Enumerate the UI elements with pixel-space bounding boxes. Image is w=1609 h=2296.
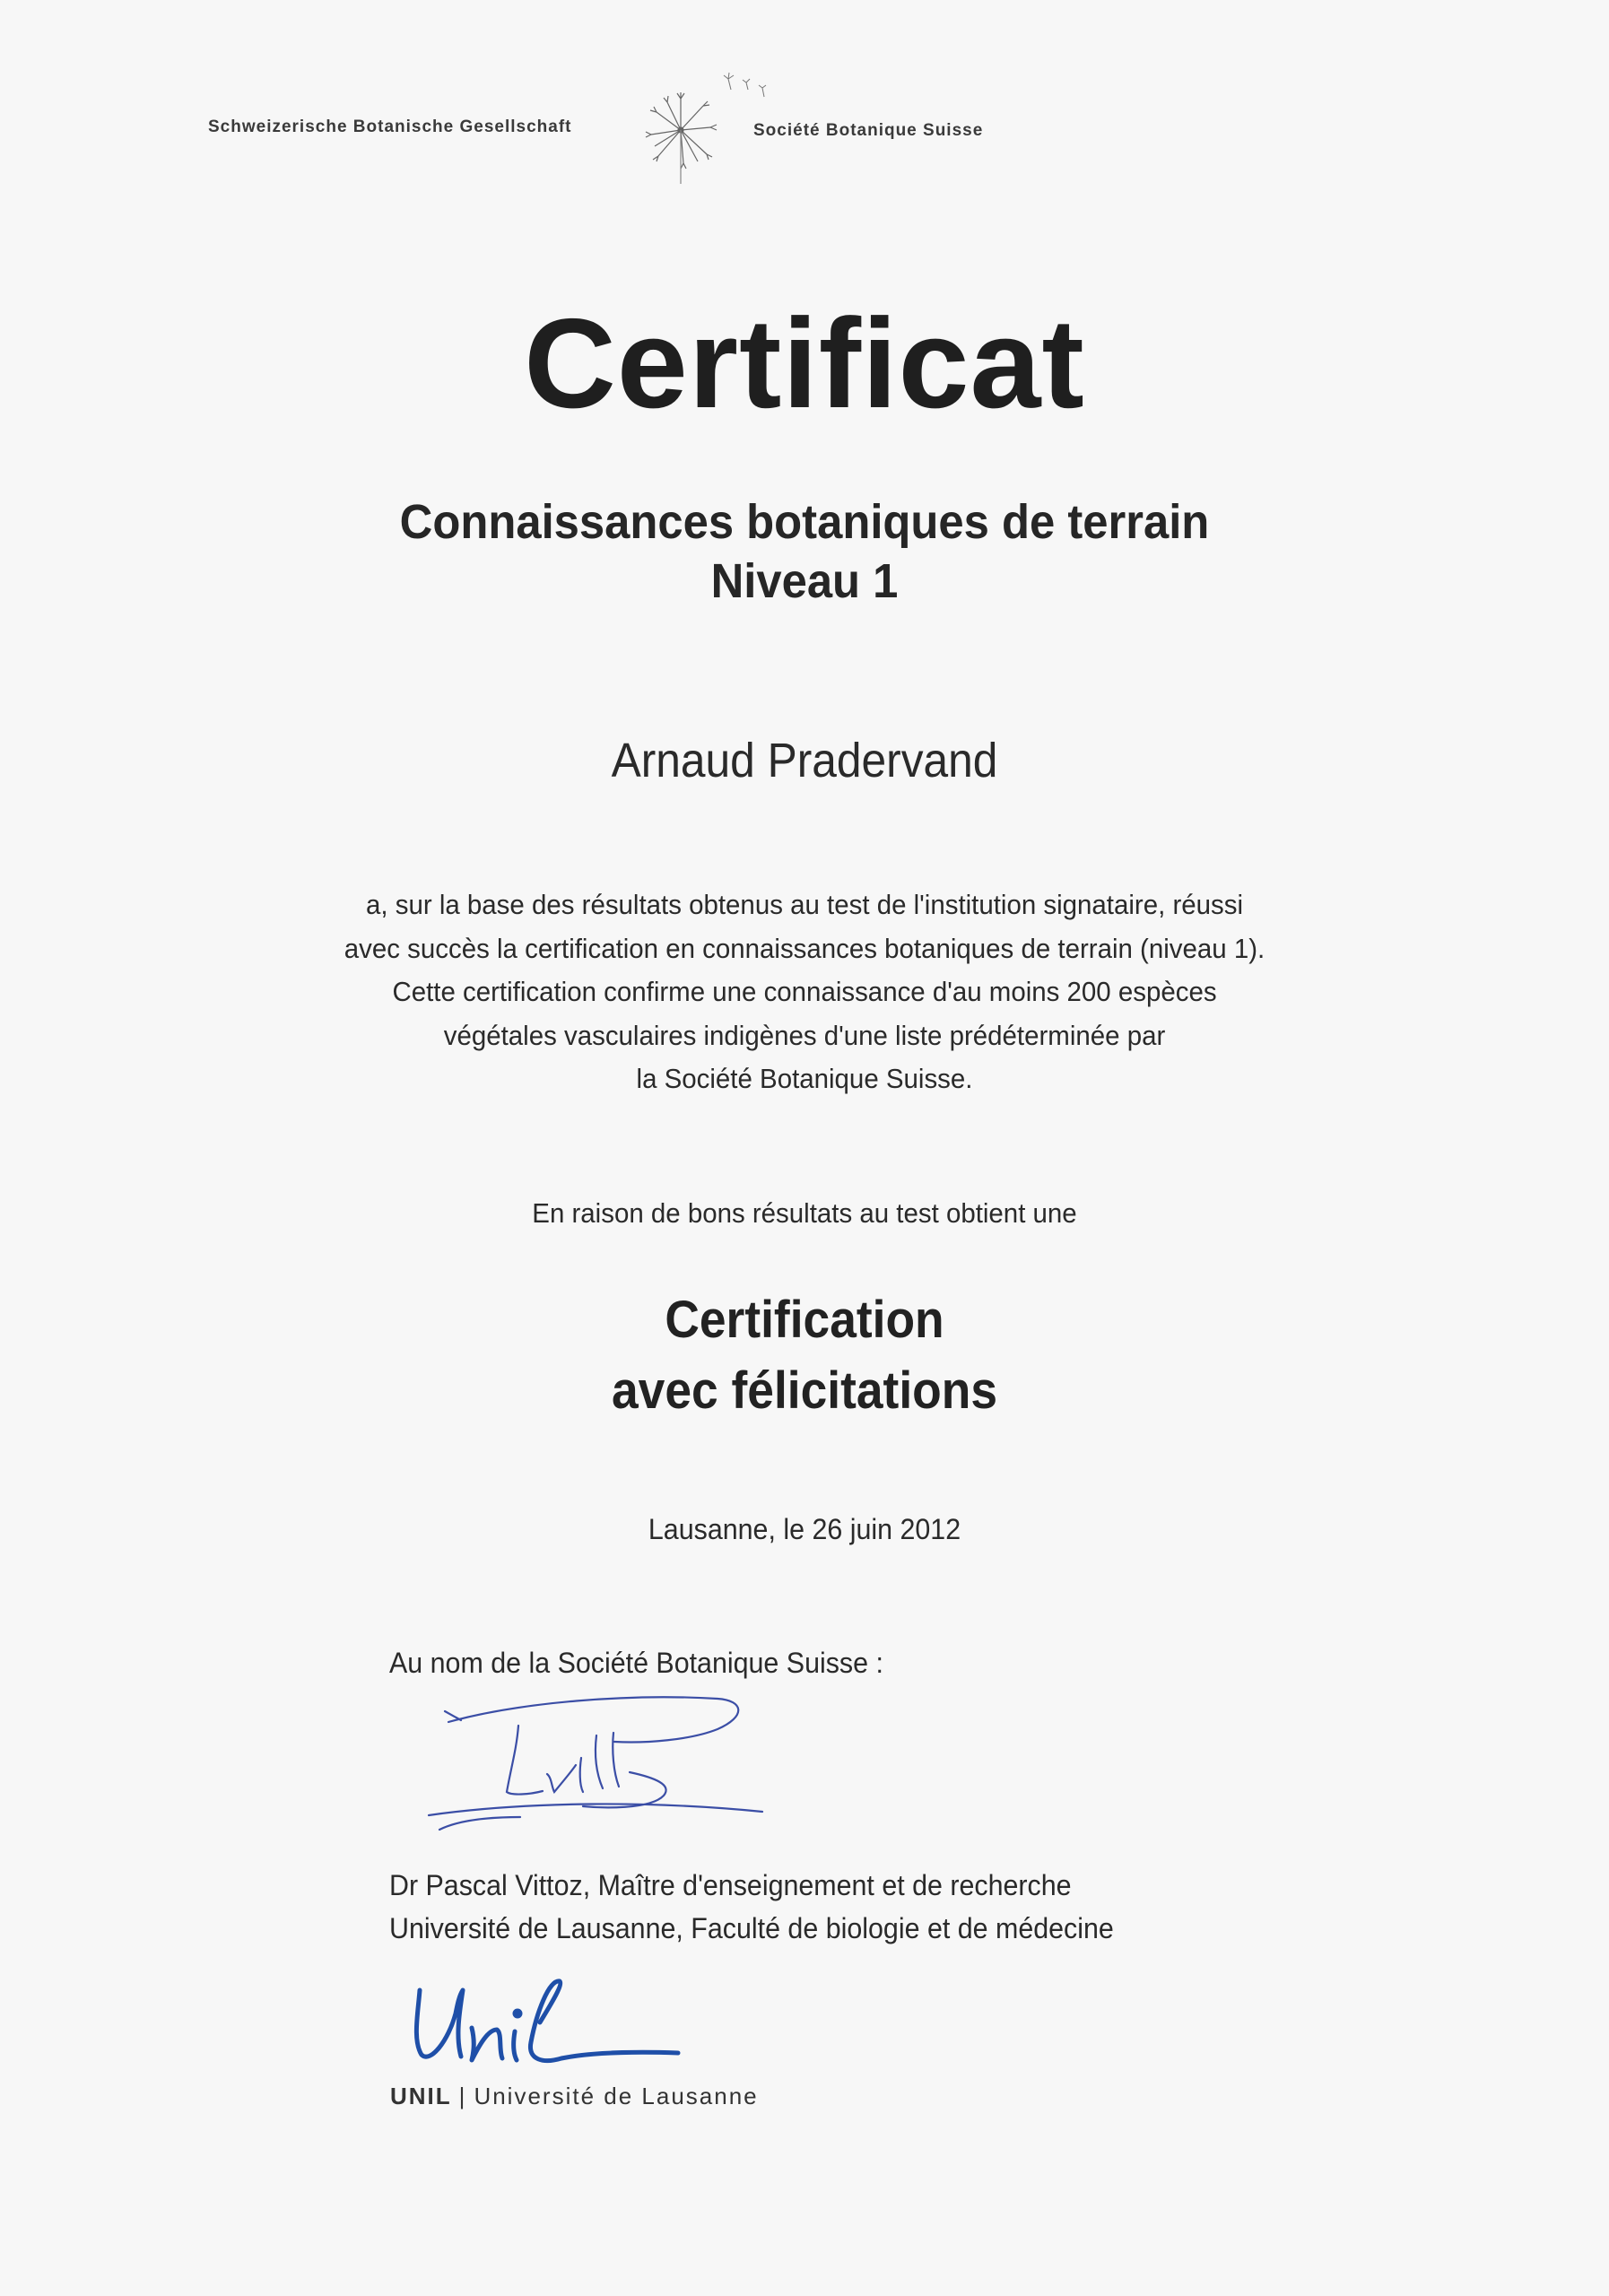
on-behalf-label: Au nom de la Société Botanique Suisse : xyxy=(389,1647,883,1679)
signatory-name: Dr Pascal Vittoz, Maître d'enseignement et de recherche xyxy=(389,1869,1072,1901)
org-name-german: Schweizerische Botanische Gesellschaft xyxy=(208,117,572,136)
handwritten-signature xyxy=(422,1686,807,1848)
issue-date: Lausanne, le 26 juin 2012 xyxy=(648,1513,961,1545)
statement-line: avec succès la certification en connaissances botaniques de terrain (niveau 1). xyxy=(344,932,1265,964)
statement-line: Cette certification confirme une connaissance d'au moins 200 espèces xyxy=(392,976,1217,1007)
org-name-french: Société Botanique Suisse xyxy=(753,121,984,140)
result-intro: En raison de bons résultats au test obtient une xyxy=(532,1197,1077,1229)
statement-line: a, sur la base des résultats obtenus au test de l'institution signataire, réussi xyxy=(365,889,1244,920)
subtitle-line-1: Connaissances botaniques de terrain xyxy=(399,495,1210,549)
subtitle-line-2: Niveau 1 xyxy=(710,554,899,608)
unil-short-name: UNIL xyxy=(390,2083,452,2109)
signatory-block xyxy=(389,1864,1114,1950)
statement-line: végétales vasculaires indigènes d'une liste prédéterminée par xyxy=(443,1019,1166,1051)
certificate-subtitle xyxy=(48,492,1561,611)
unil-separator: | xyxy=(458,2083,467,2109)
distinction-line-2: avec félicitations xyxy=(611,1361,998,1420)
statement-line: la Société Botanique Suisse. xyxy=(636,1063,973,1094)
recipient-name: Arnaud Pradervand xyxy=(611,734,998,787)
unil-full-name: Université de Lausanne xyxy=(474,2083,759,2109)
unil-script-logo xyxy=(409,1978,696,2076)
distinction-line-1: Certification xyxy=(665,1291,944,1349)
certification-statement xyxy=(40,883,1569,1101)
signatory-affiliation: Université de Lausanne, Faculté de biologie et de médecine xyxy=(389,1912,1114,1944)
distinction xyxy=(65,1284,1544,1426)
unil-wordmark xyxy=(390,2083,759,2110)
certificate-title: Certificat xyxy=(524,292,1085,435)
